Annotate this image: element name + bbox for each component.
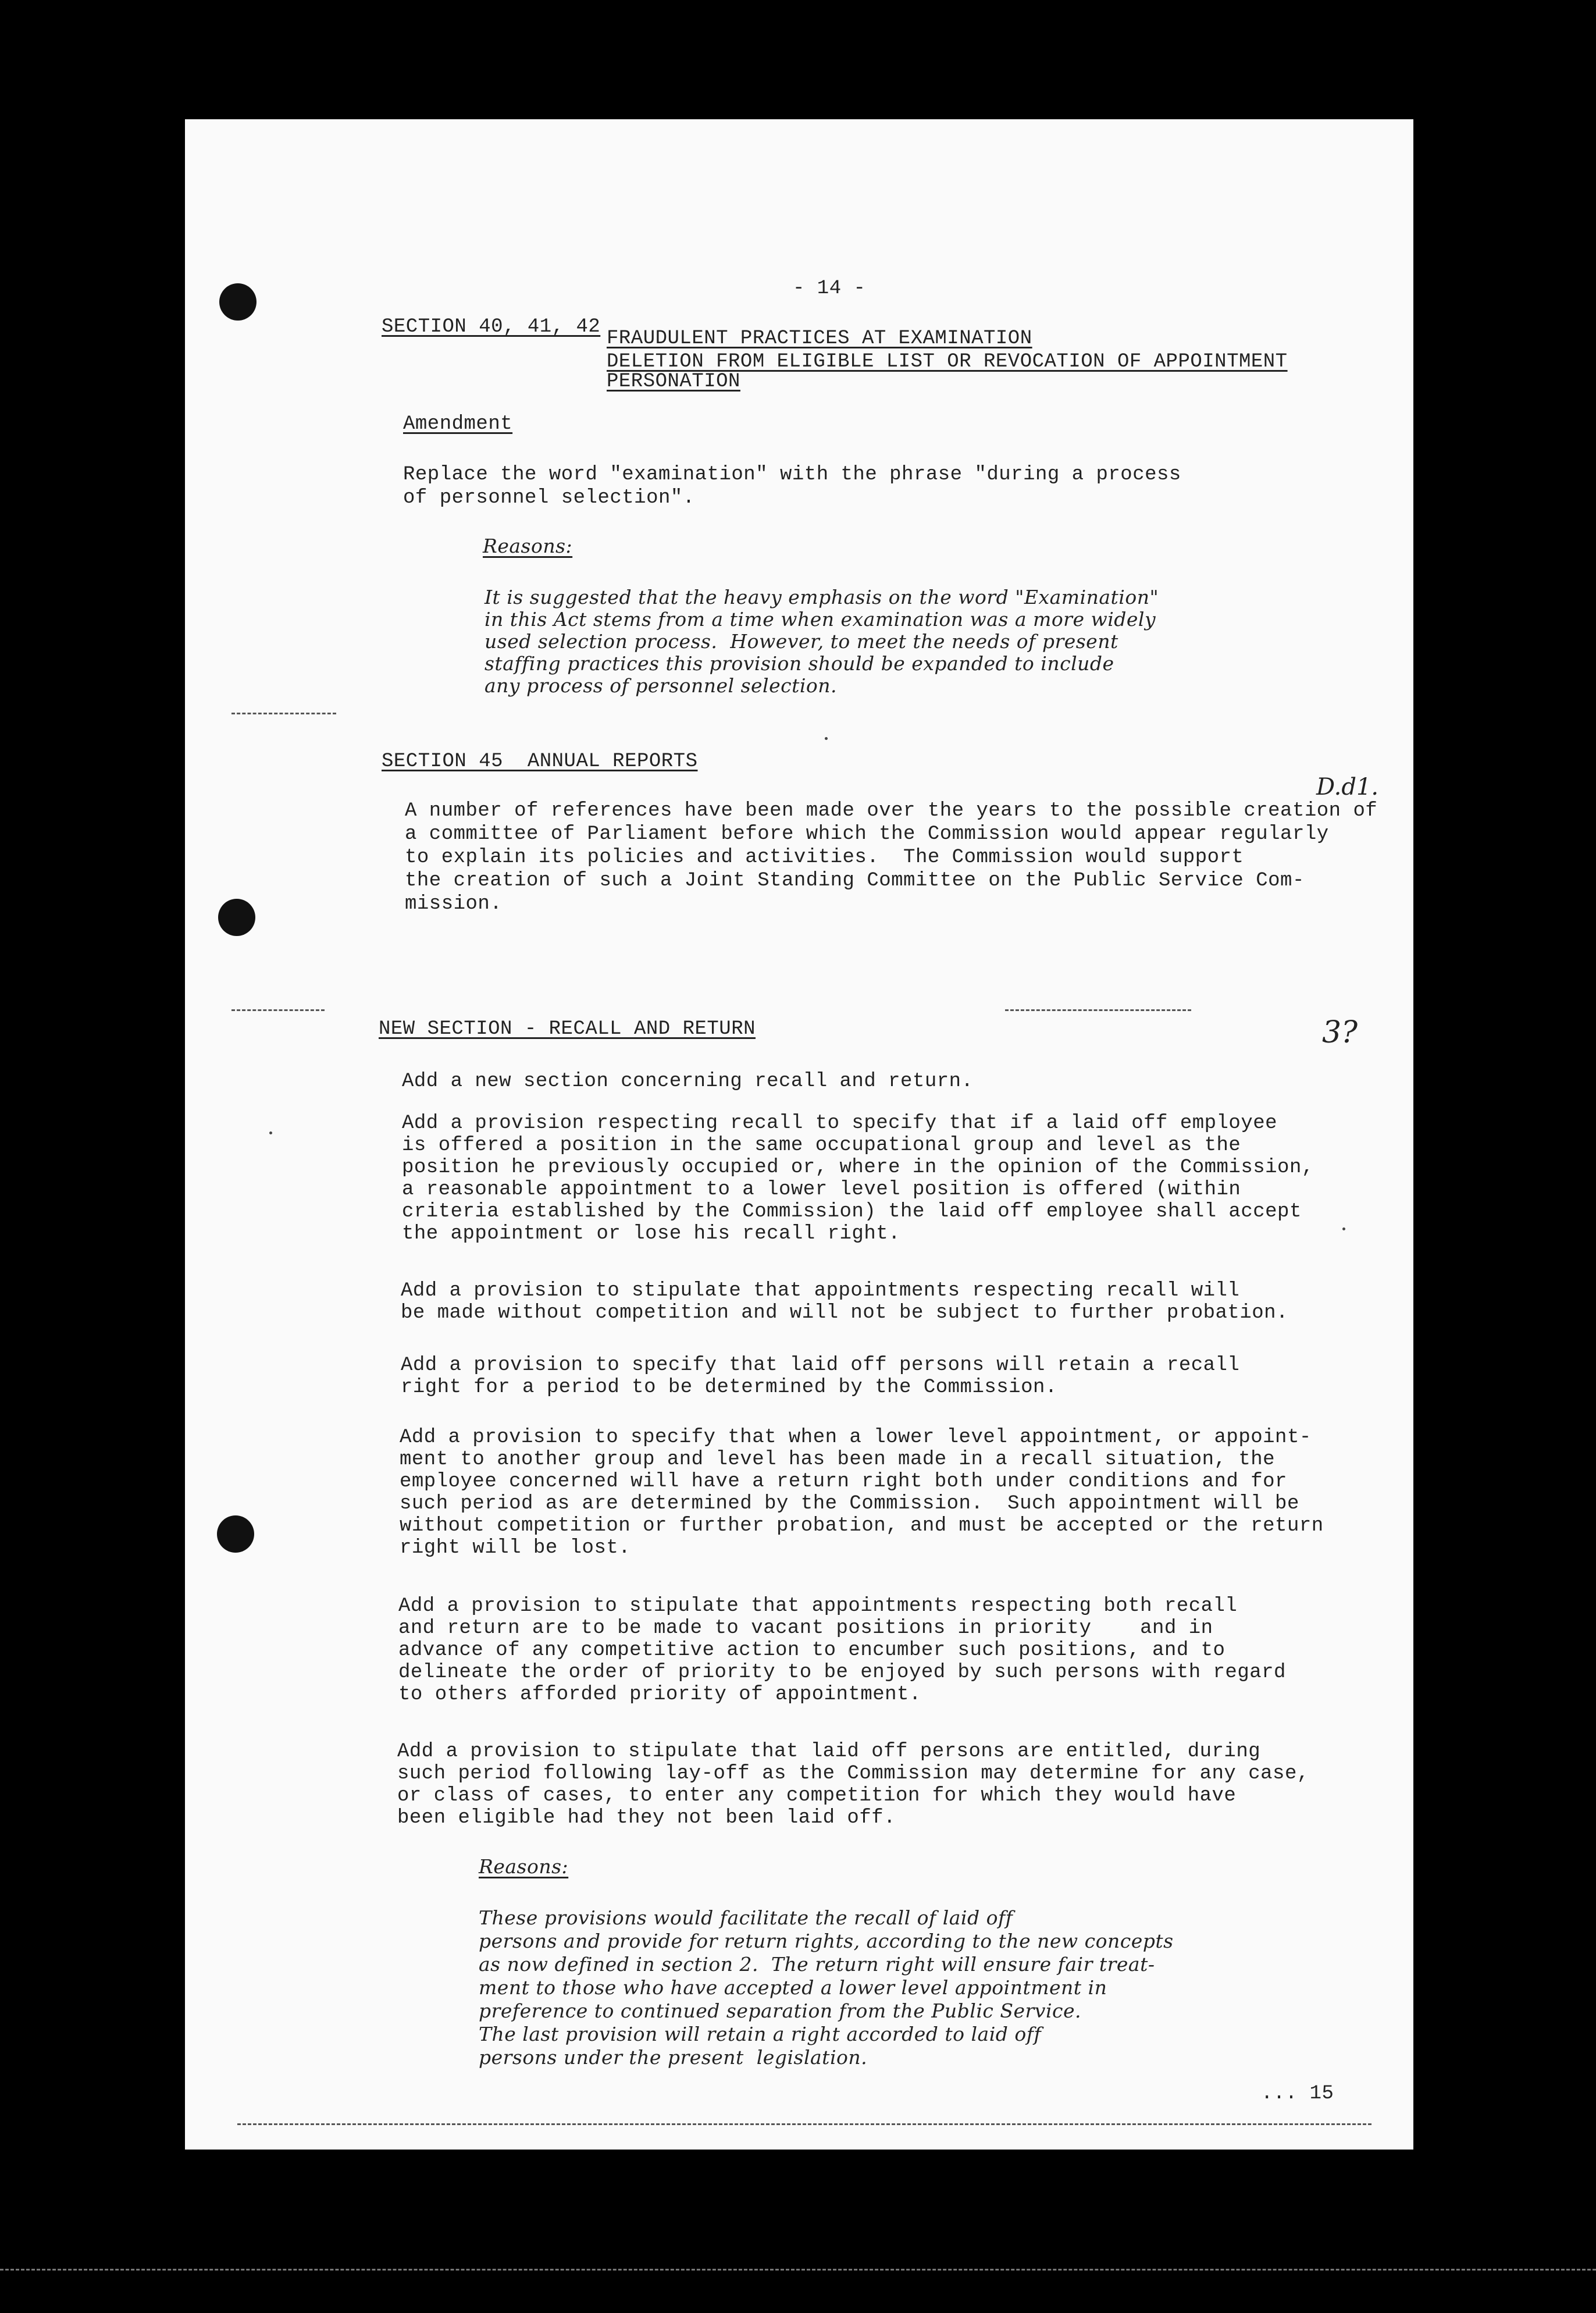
body-line: Add a provision to specify that laid off persons will retain a recall [401, 1354, 1240, 1376]
continued-marker: ... 15 [1261, 2083, 1334, 2105]
body-line: without competition or further probation, and must be accepted or the return [400, 1515, 1324, 1537]
amendment-line: of personnel selection". [403, 487, 695, 509]
reasons-line: These provisions would facilitate the recall of laid off [479, 1906, 1013, 1929]
section-title: PERSONATION [607, 371, 740, 393]
punch-hole [217, 1515, 254, 1553]
reasons-line: ment to those who have accepted a lower level appointment in [479, 1976, 1107, 1999]
body-line: be made without competition and will not be subject to further probation. [401, 1302, 1288, 1324]
reasons-line: as now defined in section 2. The return right will ensure fair treat- [479, 1953, 1155, 1976]
section-title: DELETION FROM ELIGIBLE LIST OR REVOCATION OF APPOINTMENT [607, 351, 1288, 373]
reasons-line: in this Act stems from a time when examination was a more widely [484, 608, 1156, 631]
body-line: a reasonable appointment to a lower level position is offered (within [402, 1179, 1241, 1201]
document-page [185, 119, 1413, 2150]
reasons-line: It is suggested that the heavy emphasis on the word "Examination" [484, 586, 1159, 609]
body-line: Add a provision respecting recall to specify that if a laid off employee [402, 1112, 1278, 1134]
section-heading: NEW SECTION - RECALL AND RETURN [379, 1018, 756, 1040]
body-line: advance of any competitive action to encumber such positions, and to [398, 1639, 1226, 1661]
body-line: the appointment or lose his recall right. [402, 1223, 901, 1245]
scan-artifact [269, 1131, 272, 1134]
body-line: employee concerned will have a return right both under conditions and for [400, 1471, 1287, 1493]
body-line: to others afforded priority of appointment. [398, 1684, 921, 1706]
reasons-line: any process of personnel selection. [484, 674, 838, 697]
body-line: Add a provision to stipulate that appointments respecting recall will [401, 1280, 1240, 1302]
body-line: A number of references have been made over the years to the possible creation of [405, 800, 1378, 822]
scan-artifact [1342, 1227, 1345, 1230]
body-line: right will be lost. [400, 1537, 631, 1559]
amendment-label: Amendment [403, 413, 513, 435]
body-line: such period following lay-off as the Commission may determine for any case, [397, 1763, 1309, 1785]
reasons-line: staffing practices this provision should be expanded to include [484, 652, 1114, 675]
section-title: FRAUDULENT PRACTICES AT EXAMINATION [607, 328, 1032, 350]
body-line: position he previously occupied or, where in the opinion of the Commission, [402, 1156, 1314, 1179]
body-line: such period as are determined by the Commission. Such appointment will be [400, 1493, 1299, 1515]
body-line: delineate the order of priority to be enjoyed by such persons with regard [398, 1661, 1286, 1684]
punch-hole [218, 899, 255, 936]
body-line: Add a provision to specify that when a lower level appointment, or appoint- [400, 1426, 1312, 1449]
body-line: criteria established by the Commission) the laid off employee shall accept [402, 1201, 1302, 1223]
body-line: Add a provision to stipulate that laid off persons are entitled, during [397, 1741, 1261, 1763]
body-line: been eligible had they not been laid off. [397, 1807, 896, 1829]
handwritten-note: 3? [1322, 1015, 1358, 1050]
scan-artifact [237, 2123, 1371, 2125]
section-heading: SECTION 40, 41, 42 [382, 316, 601, 338]
reasons-label: Reasons: [479, 1855, 569, 1878]
reasons-line: persons and provide for return rights, according to the new concepts [479, 1930, 1174, 1952]
body-line: or class of cases, to enter any competition for which they would have [397, 1785, 1237, 1807]
amendment-line: Replace the word "examination" with the phrase "during a process [403, 464, 1181, 486]
body-line: and return are to be made to vacant positions in priority and in [398, 1617, 1213, 1639]
handwritten-note: D.d1. [1316, 774, 1379, 800]
body-line: Add a new section concerning recall and return. [402, 1070, 974, 1093]
body-line: to explain its policies and activities. The Commission would support [405, 846, 1244, 869]
body-line: right for a period to be determined by the Commission. [401, 1376, 1057, 1399]
scan-artifact [231, 1009, 325, 1011]
scan-artifact [231, 713, 336, 714]
reasons-line: The last provision will retain a right accorded to laid off [479, 2023, 1042, 2045]
reasons-line: used selection process. However, to meet the needs of present [484, 630, 1118, 653]
scan-artifact [0, 2269, 1596, 2271]
body-line: Add a provision to stipulate that appointments respecting both recall [398, 1595, 1238, 1617]
body-line: a committee of Parliament before which the Commission would appear regularly [405, 823, 1329, 845]
page-number: - 14 - [793, 277, 866, 300]
scan-artifact [825, 737, 828, 740]
body-line: the creation of such a Joint Standing Committee on the Public Service Com- [405, 870, 1305, 892]
punch-hole [219, 283, 256, 321]
body-line: ment to another group and level has been made in a recall situation, the [400, 1449, 1276, 1471]
body-line: is offered a position in the same occupational group and level as the [402, 1134, 1241, 1156]
reasons-line: persons under the present legislation. [479, 2046, 868, 2069]
section-heading: SECTION 45 ANNUAL REPORTS [382, 750, 698, 773]
body-line: mission. [405, 893, 503, 915]
scan-artifact [1005, 1009, 1191, 1011]
reasons-label: Reasons: [483, 535, 573, 557]
reasons-line: preference to continued separation from the Public Service. [479, 1999, 1081, 2022]
